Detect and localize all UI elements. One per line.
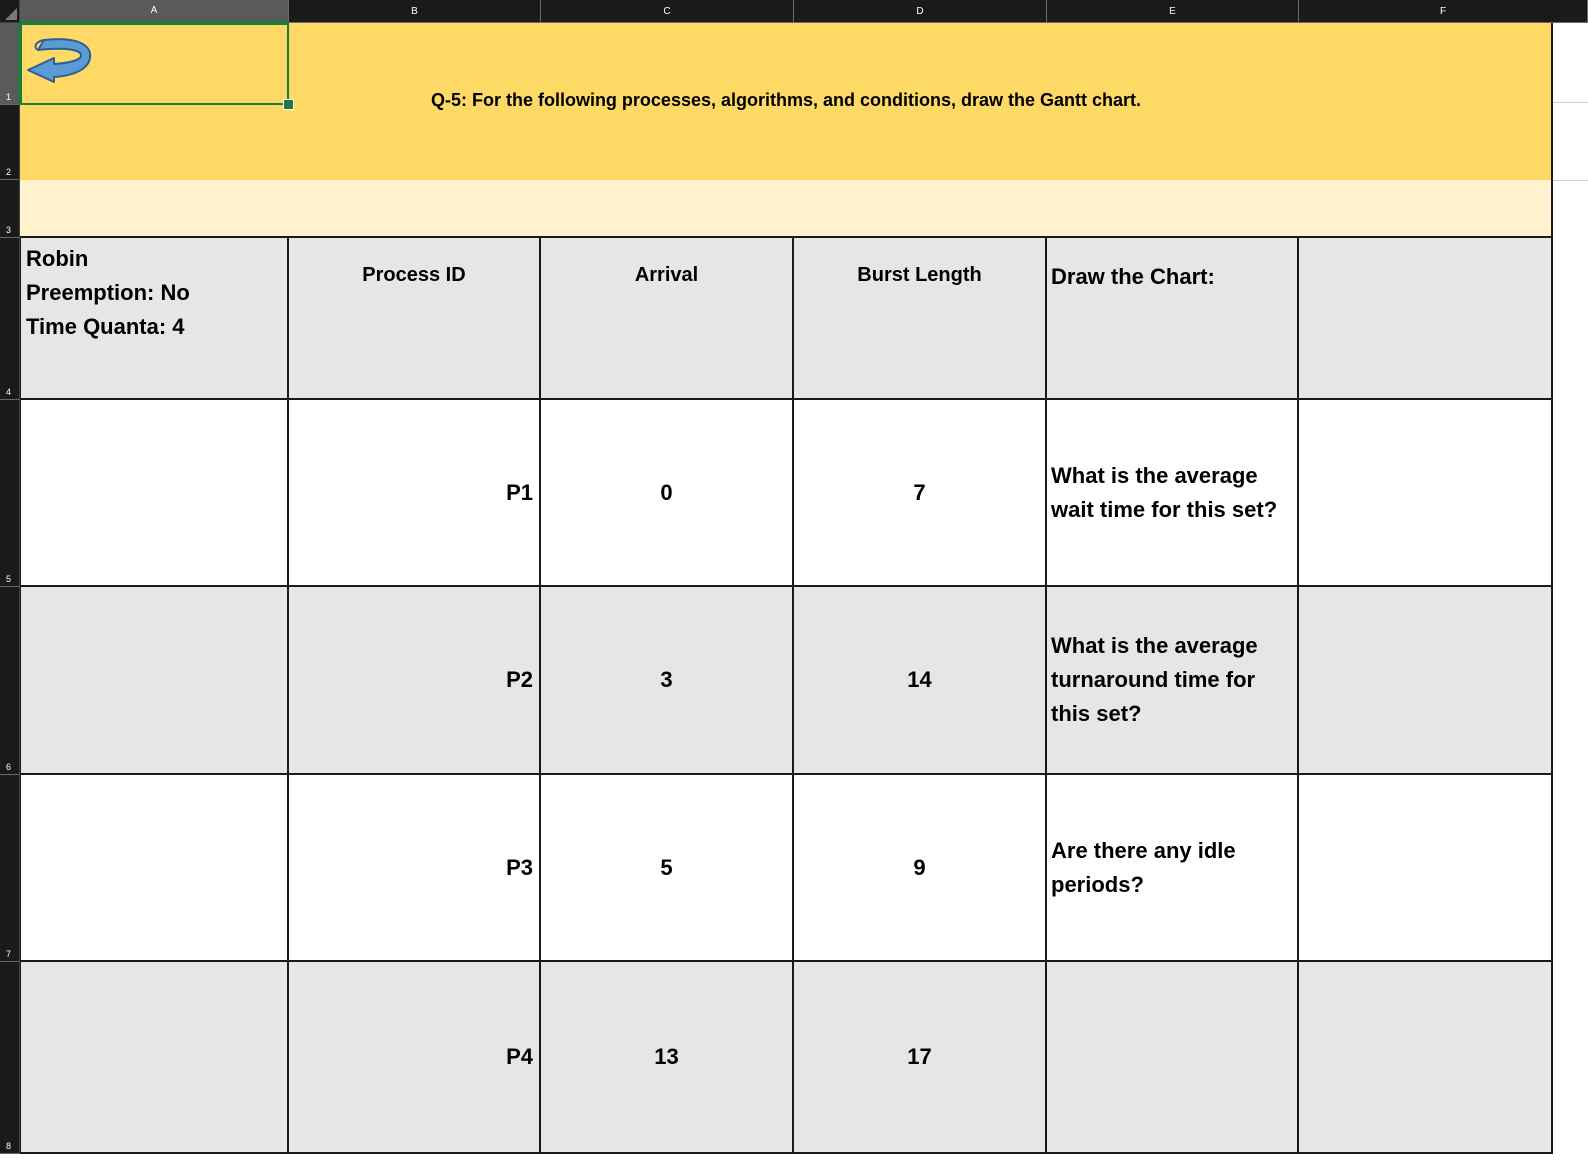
process-id-value: P1 — [506, 479, 533, 505]
row-number: 6 — [6, 762, 12, 772]
cell-a7[interactable] — [20, 775, 289, 962]
burst-value: 14 — [907, 667, 932, 692]
burst-cell[interactable] — [794, 962, 1047, 1154]
burst-length-header[interactable] — [794, 238, 1047, 400]
cell-f8[interactable] — [1299, 962, 1553, 1154]
question-line: wait time for this set? — [1051, 496, 1278, 522]
arrival-header-text: Arrival — [634, 264, 699, 286]
column-header-a[interactable]: A — [20, 0, 289, 23]
arrival-value: 5 — [660, 854, 673, 880]
column-header-b[interactable]: B — [289, 0, 541, 23]
cell-a8[interactable] — [20, 962, 289, 1154]
cell-f4[interactable] — [1299, 238, 1553, 400]
row-header-6[interactable] — [0, 587, 20, 775]
question-wait-time — [1051, 459, 1277, 527]
arrival-header[interactable] — [541, 238, 794, 400]
arrival-value: 3 — [660, 667, 673, 692]
arrival-cell[interactable] — [541, 400, 794, 587]
row-header-5[interactable] — [0, 400, 20, 587]
process-id-cell[interactable] — [289, 775, 541, 962]
column-header-f[interactable]: F — [1299, 0, 1588, 23]
question-title: Q-5: For the following processes, algorithms, and conditions, draw the Gantt chart. — [430, 90, 1142, 110]
question-line: Are there any idle — [1051, 837, 1236, 863]
column-header-d[interactable]: D — [794, 0, 1047, 23]
cell-a5[interactable] — [20, 400, 289, 587]
burst-cell[interactable] — [794, 775, 1047, 962]
process-id-header[interactable] — [289, 238, 541, 400]
question-line: What is the average — [1051, 633, 1258, 658]
question-idle — [1051, 834, 1236, 902]
subtitle-band[interactable] — [20, 180, 1552, 238]
process-id-value: P2 — [506, 667, 533, 692]
column-header-c[interactable]: C — [541, 0, 794, 23]
row-header-8[interactable] — [0, 962, 20, 1154]
arrival-cell[interactable] — [541, 962, 794, 1154]
arrival-value: 13 — [654, 1044, 679, 1069]
gridline — [1552, 180, 1588, 181]
question-idle-cell[interactable] — [1047, 775, 1299, 962]
select-all-corner[interactable] — [0, 0, 20, 23]
table-left-border — [20, 238, 21, 1154]
row-number: 4 — [6, 387, 12, 397]
row-number: 8 — [6, 1141, 12, 1151]
burst-value: 7 — [913, 479, 926, 505]
arrival-value: 0 — [660, 479, 673, 505]
process-id-value: P3 — [506, 854, 533, 880]
process-id-cell[interactable] — [289, 587, 541, 775]
burst-cell[interactable] — [794, 587, 1047, 775]
preemption-label: Preemption: No — [26, 280, 190, 305]
time-quanta-label: Time Quanta: 4 — [26, 314, 185, 339]
row-header-3[interactable] — [0, 180, 20, 238]
sheet-bottom — [0, 1154, 1588, 1168]
process-id-cell[interactable] — [289, 400, 541, 587]
draw-chart-cell[interactable] — [1047, 238, 1299, 400]
row-header-7[interactable] — [0, 775, 20, 962]
row-number: 3 — [6, 225, 12, 235]
question-line: periods? — [1051, 871, 1144, 897]
question-wait-time-cell[interactable] — [1047, 400, 1299, 587]
row-header-4[interactable] — [0, 238, 20, 400]
algorithm-name: Robin — [26, 246, 89, 271]
row-number: 2 — [6, 167, 12, 177]
question-turnaround-cell[interactable] — [1047, 587, 1299, 775]
burst-header-text: Burst Length — [857, 264, 982, 286]
question-line: What is the average — [1051, 462, 1258, 488]
cell-e8[interactable] — [1047, 962, 1299, 1154]
gridline — [1552, 102, 1588, 103]
process-id-header-text: Process ID — [362, 264, 466, 286]
answer-idle-cell[interactable] — [1299, 775, 1553, 962]
row-header-2[interactable] — [0, 105, 20, 180]
burst-value: 9 — [913, 854, 926, 880]
arrival-cell[interactable] — [541, 587, 794, 775]
draw-chart-label: Draw the Chart: — [1051, 264, 1215, 289]
question-line: turnaround time for — [1051, 667, 1256, 692]
row-number: 5 — [6, 574, 12, 584]
question-turnaround — [1051, 629, 1258, 731]
burst-value: 17 — [907, 1044, 932, 1069]
column-header-e[interactable]: E — [1047, 0, 1299, 23]
arrival-cell[interactable] — [541, 775, 794, 962]
return-arrow-icon[interactable] — [24, 30, 94, 92]
process-id-value: P4 — [506, 1044, 533, 1069]
row-number: 7 — [6, 949, 12, 959]
question-line: this set? — [1051, 701, 1142, 726]
answer-wait-time-cell[interactable] — [1299, 400, 1553, 587]
process-id-cell[interactable] — [289, 962, 541, 1154]
answer-turnaround-cell[interactable] — [1299, 587, 1553, 775]
row-header-1[interactable] — [0, 23, 20, 105]
fill-handle[interactable] — [283, 99, 294, 110]
row-number: 1 — [6, 92, 12, 102]
algorithm-info-cell[interactable] — [20, 238, 289, 400]
cell-a6[interactable] — [20, 587, 289, 775]
burst-cell[interactable] — [794, 400, 1047, 587]
